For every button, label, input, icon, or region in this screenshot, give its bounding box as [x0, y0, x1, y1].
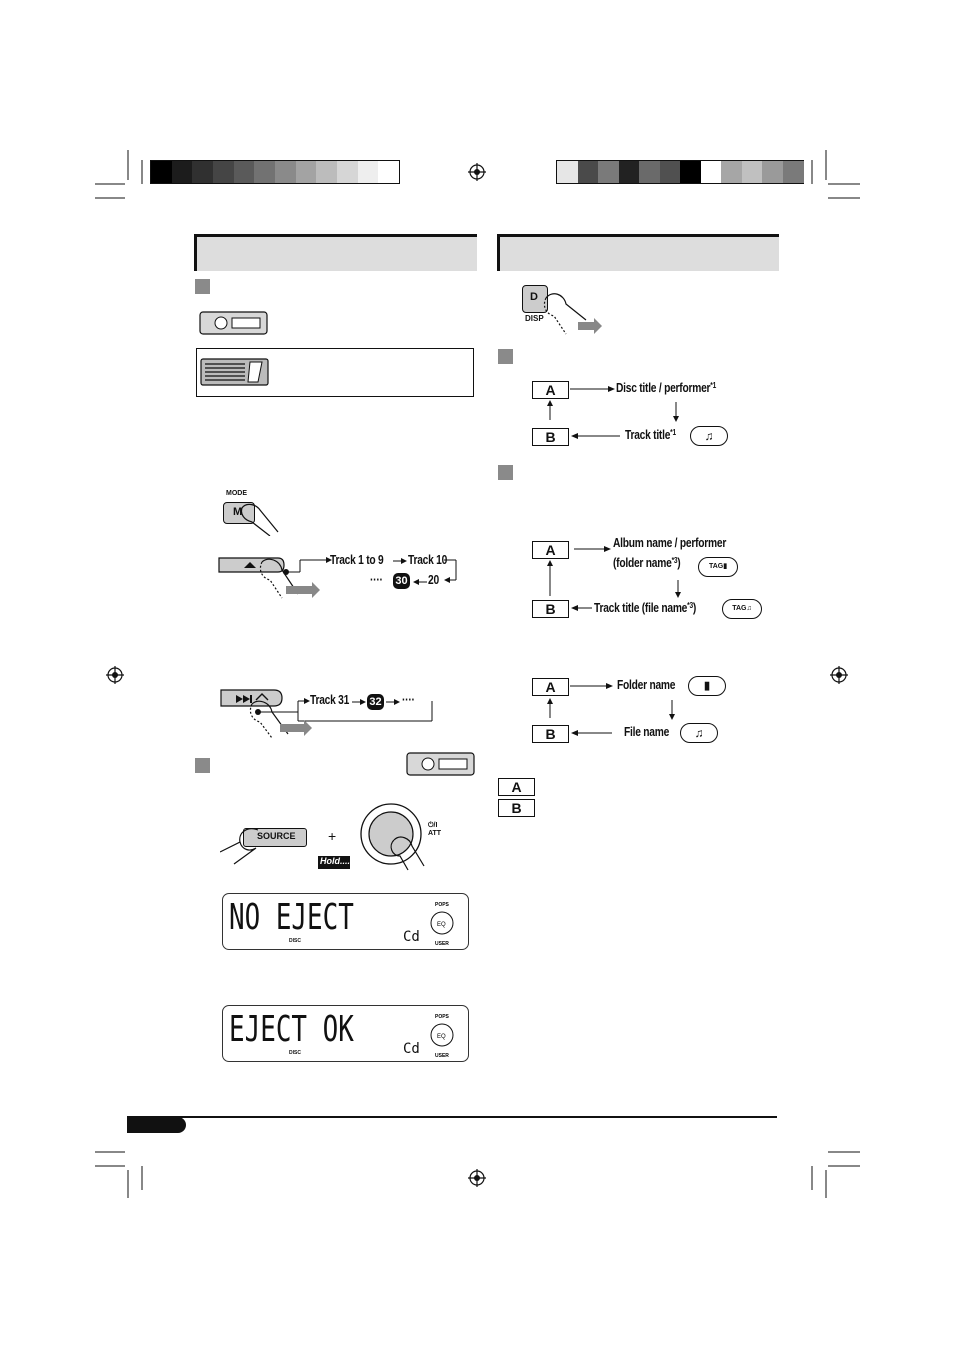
- tag-seq-b-box: B: [532, 600, 569, 618]
- tag-seq-a-close: ): [677, 556, 681, 570]
- music-note-icon: ♫: [694, 726, 704, 740]
- mode-button-key: M: [233, 506, 243, 518]
- cd-seq-a-mark: *1: [710, 381, 716, 390]
- track-30-label: 30: [395, 575, 408, 587]
- arrow-icon: [352, 696, 366, 708]
- svg-text:POPS: POPS: [435, 902, 449, 908]
- tag-seq-b-mark: *3: [687, 601, 693, 610]
- step-square-3: [498, 349, 513, 364]
- track-31-label: Track 31: [310, 693, 350, 707]
- att-label-line2: ATT: [428, 830, 442, 837]
- disc-slot-icon-2: [406, 752, 476, 776]
- svg-text:EQ: EQ: [437, 1034, 446, 1040]
- right-section-heading-bar: [497, 234, 779, 271]
- page-number-tab: [127, 1117, 186, 1133]
- tag-note-pill-label: TAG: [732, 605, 747, 612]
- volume-knob[interactable]: [358, 800, 428, 872]
- folder-icon: ▮: [723, 563, 728, 570]
- cd-seq-a-label: Disc title / performer: [616, 381, 711, 395]
- tag-seq-a-line2-label: (folder name: [613, 556, 672, 570]
- track-dots-2: ····: [402, 693, 415, 707]
- legend-a-box: A: [498, 778, 535, 796]
- folder-icon: ▮: [703, 680, 711, 692]
- eq-indicator: [419, 1010, 465, 1058]
- folder-seq-arrows: [540, 676, 700, 738]
- eq-indicator: [419, 898, 465, 946]
- lcd-disc-text: DISC: [289, 1050, 301, 1056]
- lcd-main-text: NO EJECT: [229, 897, 354, 938]
- mode-label: MODE: [226, 490, 247, 497]
- folder-seq-b-text: File name: [624, 725, 670, 739]
- step-square-1: [195, 279, 210, 294]
- cd-seq-a-box: A: [532, 381, 569, 399]
- plus-sign: +: [328, 828, 337, 844]
- disp-button-key: D: [530, 291, 538, 303]
- finger-press-icon: [238, 500, 280, 536]
- track-30-badge: [393, 573, 410, 589]
- arrow-icon: [413, 576, 427, 588]
- tag-folder-pill: [698, 557, 738, 577]
- tag-seq-b-label: Track title (file name: [594, 601, 688, 615]
- track-32-badge: [367, 694, 384, 710]
- tag-seq-a-mark: *3: [671, 556, 678, 565]
- music-note-icon: ♫: [746, 605, 752, 612]
- arrow-icon: [386, 696, 400, 708]
- track-10-label: Track 10: [408, 553, 448, 567]
- cd-seq-arrows: [540, 380, 700, 440]
- cd-seq-b-box: B: [532, 428, 569, 446]
- left-section-heading-bar: [194, 234, 477, 271]
- track-dots: ····: [370, 573, 383, 587]
- finger-press-source: [220, 826, 260, 866]
- svg-text:POPS: POPS: [435, 1014, 449, 1020]
- hold-label: Hold....: [320, 856, 350, 866]
- source-button-label: SOURCE: [257, 831, 296, 841]
- track-32-label: 32: [369, 696, 382, 708]
- lcd-display-no-eject: [222, 893, 469, 950]
- tag-seq-arrows: [540, 540, 700, 620]
- svg-text:USER: USER: [435, 941, 449, 946]
- lcd-source-text: Cd: [403, 929, 420, 945]
- step-square-2: [195, 758, 210, 773]
- track-20-label: 20: [428, 573, 439, 587]
- tag-seq-a-box: A: [532, 541, 569, 559]
- tag-note-pill: [722, 599, 762, 619]
- step-square-4: [498, 465, 513, 480]
- folder-seq-a-text: Folder name: [617, 678, 676, 692]
- lcd-disc-text: DISC: [289, 938, 301, 944]
- att-label-line1: ⏻/I: [428, 822, 438, 829]
- music-note-pill: ♫: [690, 426, 728, 446]
- svg-text:USER: USER: [435, 1053, 449, 1058]
- svg-text:EQ: EQ: [437, 922, 446, 928]
- lcd-source-text: Cd: [403, 1041, 420, 1057]
- cd-seq-b-label: Track title: [625, 428, 671, 442]
- tag-folder-pill-label: TAG: [708, 563, 724, 570]
- lcd-display-eject-ok: [222, 1005, 469, 1062]
- disc-slot-icon: [199, 311, 269, 335]
- hold-badge: [318, 856, 350, 869]
- folder-seq-b-box: B: [532, 725, 569, 743]
- cd-seq-b-mark: *1: [670, 428, 676, 437]
- tag-seq-a-line1: Album name / performer: [613, 536, 727, 550]
- finger-press-disp: [540, 290, 604, 336]
- footer-rule: [127, 1116, 777, 1118]
- folder-seq-a-box: A: [532, 678, 569, 696]
- lcd-main-text: EJECT OK: [229, 1009, 354, 1050]
- tag-seq-b-close: ): [692, 601, 697, 615]
- track-1-to-9-label: Track 1 to 9: [330, 553, 384, 567]
- cd-slot-loaded-icon: [200, 358, 270, 386]
- legend-b-box: B: [498, 799, 535, 817]
- arrow-icon: [393, 555, 407, 567]
- disp-label: DISP: [525, 314, 544, 323]
